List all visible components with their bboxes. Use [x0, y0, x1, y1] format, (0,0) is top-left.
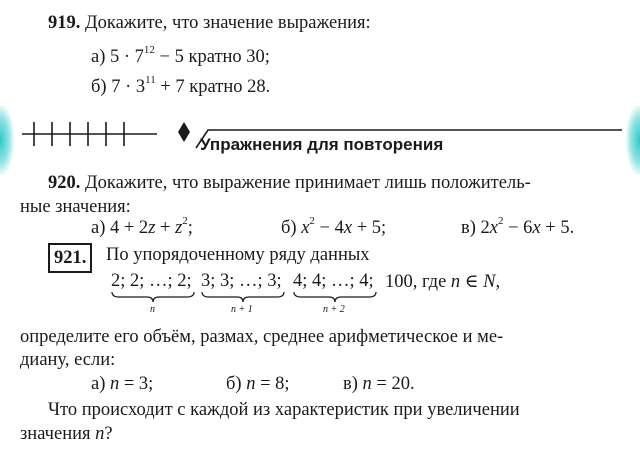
right-page-edge-decoration: [626, 105, 640, 175]
problem-921-case-a: [91, 374, 153, 395]
problem-text: Докажите, что значение выражения:: [85, 13, 371, 33]
problem-921-line3: определите его объём, размах, среднее арифметическое и ме-: [20, 327, 504, 347]
item-label: в): [461, 218, 476, 238]
exponent: 2: [498, 214, 504, 227]
expression-part: ;: [187, 218, 193, 238]
expression-part: 2: [480, 218, 490, 238]
problem-number: 920.: [48, 173, 81, 193]
problem-number: 919.: [48, 13, 81, 33]
expression-part: − 4: [314, 218, 344, 238]
case-value: = 3;: [119, 374, 154, 394]
problem-921-number-box: 921.: [48, 243, 92, 273]
exponent: 12: [143, 43, 155, 56]
variable: x: [343, 218, 353, 238]
item-label: а): [91, 218, 106, 238]
problem-text: Докажите, что выражение принимает лишь положитель-: [85, 173, 531, 193]
variable: x: [301, 218, 310, 238]
variable: n: [110, 374, 120, 394]
natural-set: N,: [483, 272, 501, 292]
text: значения: [20, 424, 91, 444]
expression-part: +: [155, 218, 176, 238]
problem-919-item-a: [91, 43, 270, 68]
group-count-label: n: [150, 304, 155, 315]
data-tail: [385, 271, 500, 293]
expression-base: 5 · 7: [110, 47, 144, 67]
expression-rest: + 7 кратно 28.: [155, 77, 271, 97]
expression-base: 7 · 3: [111, 77, 146, 97]
data-group-twos: 2; 2; …; 2;: [111, 271, 192, 291]
case-value: = 20.: [371, 374, 415, 394]
underbrace-icon: [201, 291, 285, 303]
item-label: в): [343, 374, 358, 394]
item-label: б): [226, 374, 242, 394]
item-label: б): [91, 77, 107, 97]
expression-part: − 6: [503, 218, 533, 238]
tail-text: где: [422, 272, 447, 292]
left-page-edge-decoration: [0, 105, 14, 175]
diamond-icon: [178, 122, 190, 142]
variable: n: [362, 374, 372, 394]
variable: z: [175, 218, 183, 238]
exponent: 2: [182, 214, 188, 227]
underbrace-icon: [293, 291, 377, 303]
variable: n: [95, 424, 105, 444]
problem-921-line6: Что происходит с каждой из характеристик при увеличении: [48, 400, 520, 420]
variable: z: [148, 218, 156, 238]
problem-920-line1: [48, 173, 531, 194]
underbrace-icon: [111, 291, 195, 303]
problem-920-item-a: [91, 214, 193, 239]
data-group-threes: 3; 3; …; 3;: [201, 271, 282, 291]
expression-part: 4 + 2: [110, 218, 149, 238]
problem-919-item-b: [91, 73, 271, 98]
variable: x: [489, 218, 498, 238]
problem-920-line2: ные значения:: [20, 197, 131, 217]
case-value: = 8;: [255, 374, 290, 394]
variable: n: [450, 272, 461, 292]
item-label: а): [91, 374, 106, 394]
exponent: 11: [145, 73, 156, 86]
punctuation: ?: [104, 424, 113, 444]
tail-value: 100,: [385, 272, 418, 292]
variable: n: [246, 374, 256, 394]
problem-921-text: По упорядоченному ряду данных: [106, 245, 370, 265]
expression-rest: − 5 кратно 30;: [154, 47, 270, 67]
item-label: а): [91, 47, 106, 67]
expression-part: + 5.: [540, 218, 575, 238]
group-count-label: n + 2: [323, 304, 345, 315]
data-group-fours: 4; 4; …; 4;: [293, 271, 374, 291]
item-label: б): [281, 218, 297, 238]
problem-920-item-b: [281, 214, 387, 239]
group-count-label: n + 1: [231, 304, 253, 315]
problem-920-item-c: [461, 214, 575, 239]
problem-921-line4: диану, если:: [20, 350, 116, 370]
exponent: 2: [309, 214, 315, 227]
problem-919-header: [48, 13, 371, 34]
variable: x: [532, 218, 541, 238]
expression-part: + 5;: [352, 218, 387, 238]
element-of-symbol: ∈: [464, 272, 479, 292]
section-title: Упражнения для повторения: [200, 135, 444, 154]
problem-921-case-c: [343, 374, 415, 395]
problem-921-case-b: [226, 374, 290, 395]
problem-921-line7: [20, 424, 113, 445]
